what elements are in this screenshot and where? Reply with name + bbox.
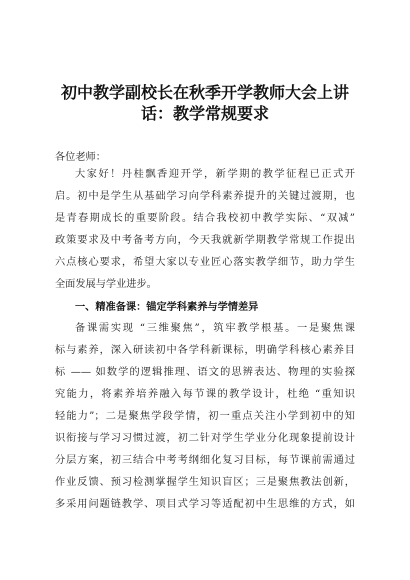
intro-line: 大家好！丹桂飘香迎开学，新学期的教学征程已正式开 — [75, 169, 355, 180]
section-heading: 一、精准备课：锚定学科素养与学情差异 — [75, 301, 259, 313]
salutation: 各位老师： — [55, 152, 106, 163]
intro-line: 政策要求及中考备考方向，今天我就新学期教学常规工作提出 — [55, 235, 355, 246]
section-line: 标与素养，深入研读初中各学科新课标，明确学科核心素养目 — [55, 345, 355, 356]
intro-line: 是青春期成长的重要阶段。结合我校初中教学实际、“双减” — [55, 213, 355, 224]
intro-line: 六点核心要求，希望大家以专业匠心落实教学细节，助力学生 — [55, 257, 355, 268]
section-line: 标 —— 如数学的逻辑推理、语文的思辨表达、物理的实验探 — [55, 367, 355, 378]
section-line: 备课需实现 “三维聚焦”，筑牢教学根基。一是聚焦课 — [75, 323, 355, 334]
section-line: 识衔接与学习习惯过渡，初二针对学生学业分化现象提前设计 — [55, 433, 355, 444]
intro-line: 启。初中是学生从基础学习向学科素养提升的关键过渡期，也 — [55, 191, 355, 202]
title-line-1: 初中教学副校长在秋季开学教师大会上讲 — [60, 83, 349, 102]
title-line-2: 话：教学常规要求 — [140, 104, 269, 123]
section-line: 作业反馈、预习检测掌握学生知识盲区；三是聚焦教法创新， — [55, 477, 355, 488]
section-line: 分层方案，初三结合中考考纲细化复习目标，每节课前需通过 — [55, 455, 355, 466]
document-title — [40, 82, 370, 124]
intro-line: 全面发展与学业进步。 — [55, 279, 157, 290]
section-line: 究能力，将素养培养融入每节课的教学设计，杜绝 “重知识 — [55, 389, 355, 400]
section-line: 轻能力”；二是聚焦学段学情，初一重点关注小学到初中的知 — [55, 411, 355, 422]
section-line: 多采用问题链教学、项目式学习等适配初中生思维的方式，如 — [55, 499, 355, 510]
